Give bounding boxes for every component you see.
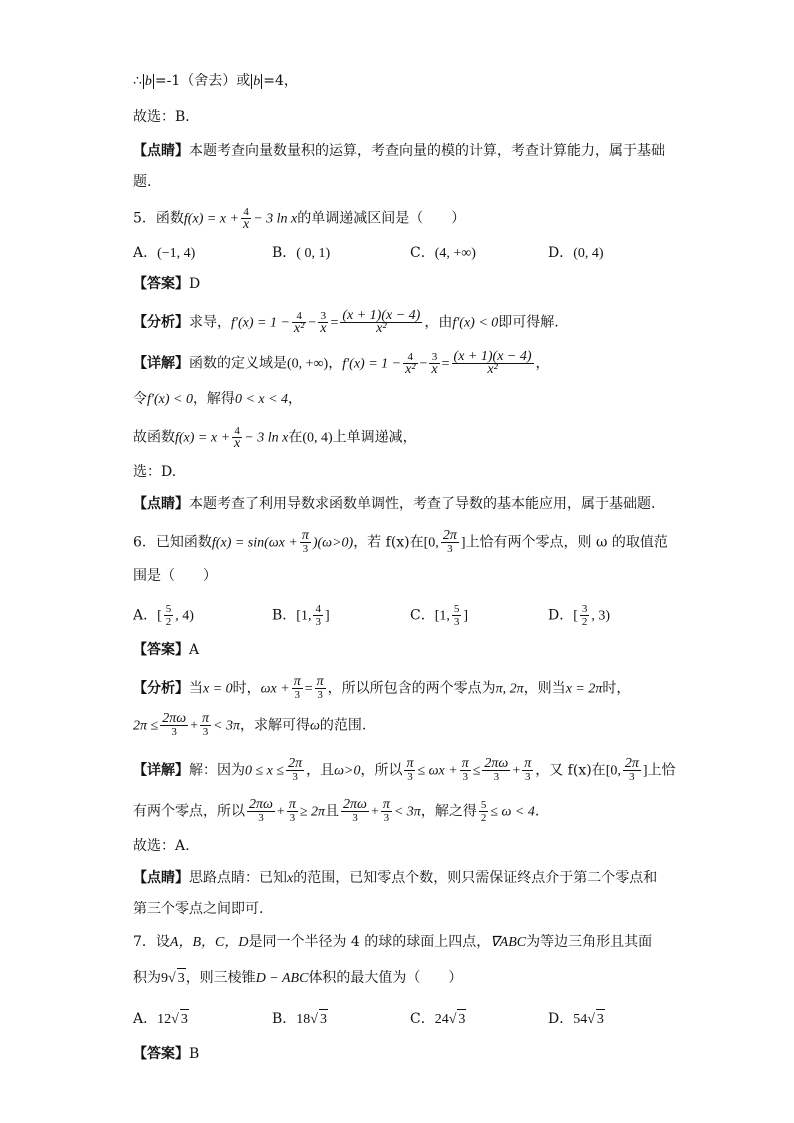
q6-stem-cont: 围是（ ） <box>133 568 217 584</box>
q4-conclusion-line <box>133 71 298 92</box>
q4-answer-line: 故选：B． <box>133 109 200 125</box>
q5-option-c[interactable]: C．(4, +∞) <box>410 245 476 261</box>
q6-choose: 故选：A. <box>133 838 190 854</box>
q5-suffix: 的单调递减区间是（ ） <box>297 210 466 227</box>
q6-detail: 【详解】解：因为0 ≤ x ≤ $\frac{2\pi}{3}$ ，且ω>0，所以 $\frac{\pi}{3}$ ≤ ωx + $\frac{\pi}{3}$ ≤ $\frac{2\pi\omega}{3}$ + $\frac{\pi}{3}$ ，又 f(x)在[0, $\frac{2\pi}{3}$ ]上恰 <box>133 756 676 783</box>
q7-option-b[interactable]: B．18√ 3 <box>272 1009 328 1030</box>
q4-comment-cont: 题. <box>133 174 152 190</box>
q5-detail: 【详解】函数的定义域是(0, +∞)，f′(x) = 1 − $\frac{4}{\text{x²}}$ − $\frac{3}{x}$ = $\frac{(x + 1)(x - 4)}{\text{x²}}$ ， <box>133 349 550 377</box>
q6-analysis: 【分析】当x = 0时，ωx + $\frac{\pi}{3}$ = $\frac{\pi}{3}$ ，所以所包含的两个零点为π, 2π，则当x = 2π时， <box>133 674 631 701</box>
q6-option-c[interactable]: C．[1, $\frac{5}{3}$ ] <box>410 603 469 628</box>
func-tail: − 3 ln x <box>253 211 298 227</box>
q5-option-a[interactable]: A．(−1, 4) <box>133 245 196 261</box>
therefore-symbol: ∴ <box>133 73 142 89</box>
frac-4-x: $\frac{4}{x}$ <box>242 206 250 232</box>
q7-answer: 【答案】B <box>133 1046 200 1062</box>
answer-value: B <box>189 1046 200 1062</box>
var-b-2: b <box>253 74 261 89</box>
q6-analysis-cont: 2π ≤ $\frac{2\pi\omega}{3}$ + $\frac{\pi}{3}$ < 3π，求解可得ω的范围. <box>133 711 367 738</box>
q5-stem <box>133 206 465 231</box>
q5-option-d[interactable]: D．(0, 4) <box>548 245 604 261</box>
q6-comment: 【点睛】思路点睛：已知x的范围，已知零点个数，则只需保证终点介于第二个零点和 <box>133 870 658 886</box>
q6-option-a[interactable]: A．[ $\frac{5}{2}$ , 4) <box>133 603 194 628</box>
answer-value: A <box>189 642 200 658</box>
q6-option-b[interactable]: B．[1, $\frac{4}{3}$ ] <box>272 603 330 628</box>
q5-number: 5．函数 <box>133 210 184 227</box>
q5-comment: 【点睛】本题考查了利用导数求函数单调性，考查了导数的基本能应用，属于基础题. <box>133 496 656 512</box>
answer-value: D <box>189 276 201 292</box>
value-1: =-1 <box>154 73 181 89</box>
q5-choose: 选：D. <box>133 464 177 480</box>
q5-conclusion-line: 故函数f(x) = x + $\frac{4}{x}$ − 3 ln x在(0, 4)上单调递减， <box>133 425 417 451</box>
q7-stem: 7．设A，B，C，D是同一个半径为 4 的球的球面上四点，∇ABC为等边三角形且其面 <box>133 934 653 950</box>
q5-let-line: 令f′(x) < 0，解得0 < x < 4， <box>133 391 303 407</box>
q4-comment <box>133 141 665 161</box>
q6-stem: 6．已知函数f(x) = sin(ωx + $\frac{\pi}{3}$ )(ω>0)，若 f(x)在[0, $\frac{2\pi}{3}$ ]上恰有两个零点，则 ω 的取值范 <box>133 528 668 555</box>
discard-note: （舍去）或 <box>180 73 251 89</box>
comment-text: 本题考查向量数量积的运算，考查向量的模的计算，考查计算能力，属于基础 <box>189 143 665 159</box>
var-b: b <box>144 74 152 89</box>
q7-option-a[interactable]: A．12√ 3 <box>133 1009 189 1030</box>
q5-analysis: 【分析】求导，f′(x) = 1 − $\frac{4}{\text{x²}}$ − $\frac{3}{x}$ = $\frac{(x + 1)(x - 4)}{\text{x²}}$ ，由f′(x) < 0即可得解. <box>133 308 559 336</box>
value-2: =4， <box>263 73 298 89</box>
q7-stem-cont: 积为9√ 3，则三棱锥D − ABC体积的最大值为（ ） <box>133 968 462 989</box>
q6-detail-cont: 有两个零点，所以 $\frac{2\pi\omega}{3}$ + $\frac{\pi}{3}$ ≥ 2π且 $\frac{2\pi\omega}{3}$ + $\frac{\pi}{3}$ < 3π，解之得 $\frac{5}{2}$ ≤ ω < 4. <box>133 797 540 824</box>
comment-tag: 【点睛】 <box>133 143 189 159</box>
q6-answer: 【答案】A <box>133 642 200 658</box>
q7-option-c[interactable]: C．24√ 3 <box>410 1009 466 1030</box>
func-expr: f(x) = x + <box>183 211 239 227</box>
q5-answer: 【答案】D <box>133 276 201 292</box>
q6-option-d[interactable]: D．[ $\frac{3}{2}$ , 3) <box>548 603 611 628</box>
q5-option-b[interactable]: B．( 0, 1) <box>272 245 331 261</box>
q7-option-d[interactable]: D．54√ 3 <box>548 1009 605 1030</box>
q6-comment-cont: 第三个零点之间即可. <box>133 901 264 917</box>
